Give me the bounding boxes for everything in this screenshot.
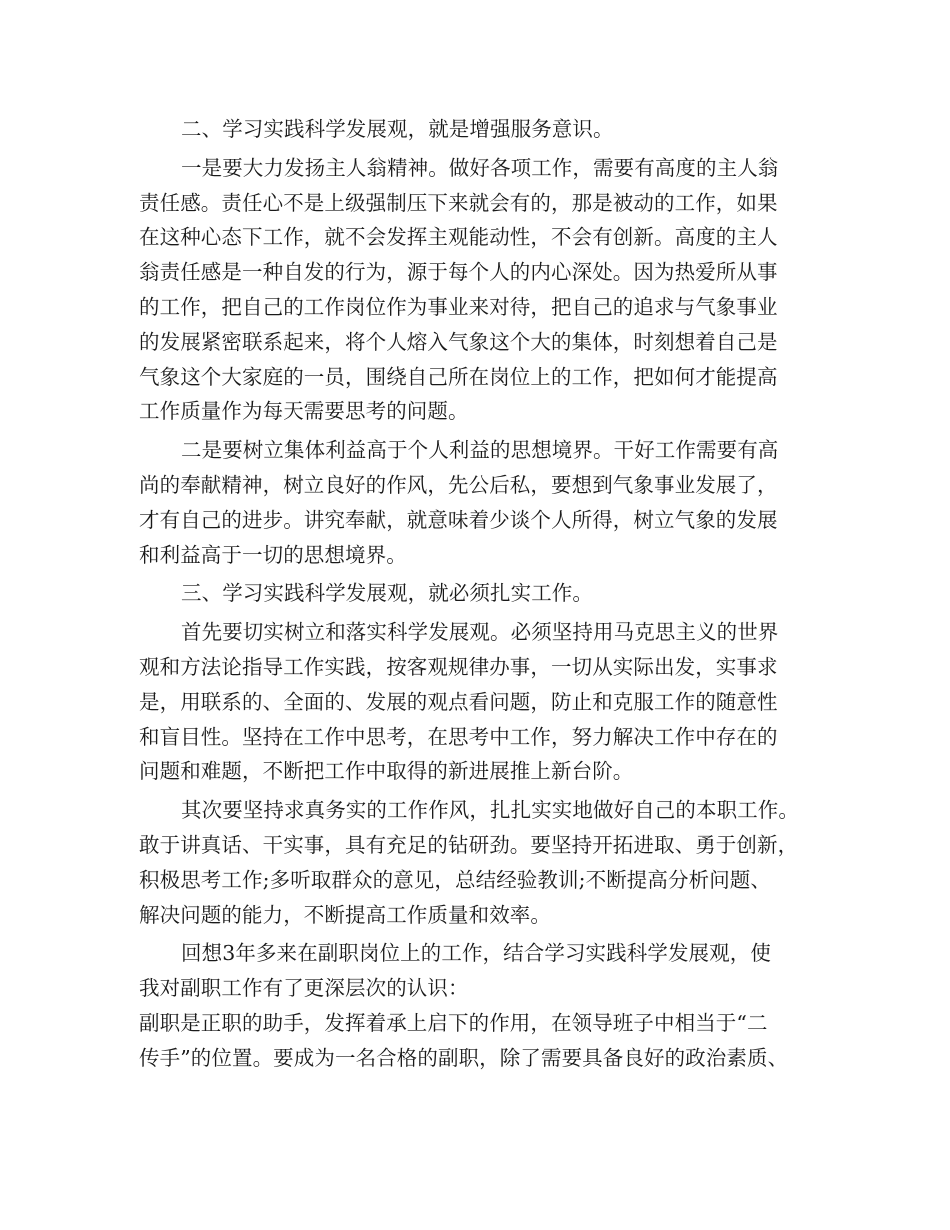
text-line: 三、学习实践科学发展观，就必须扎实工作。	[181, 581, 593, 606]
text-line: 责任感。责任心不是上级强制压下来就会有的，那是被动的工作，如果	[139, 190, 778, 215]
text-line: 二、学习实践科学发展观，就是增强服务意识。	[181, 117, 614, 141]
text-line: 是，用联系的、全面的、发展的观点看问题，防止和克服工作的随意性	[139, 689, 778, 714]
text-line: 二是要树立集体利益高于个人利益的思想境界。干好工作需要有高	[181, 438, 779, 463]
text-line: 才有自己的进步。讲究奉献，就意味着少谈个人所得，树立气象的发展	[139, 507, 778, 532]
text-line: 敢于讲真话、干实事，具有充足的钻研劲。要坚持开拓进取、勇于创新，	[139, 832, 799, 857]
text-line: 的工作，把自己的工作岗位作为事业来对待，把自己的追求与气象事业	[139, 294, 778, 319]
section-heading-3	[139, 576, 829, 611]
text-line: 尚的奉献精神，树立良好的作风，先公后私，要想到气象事业发展了，	[139, 472, 778, 497]
text-line: 和利益高于一切的思想境界。	[139, 542, 407, 567]
text-line: 积极思考工作;多听取群众的意见，总结经验教训;不断提高分析问题、	[139, 867, 772, 892]
text-line: 传手”的位置。要成为一名合格的副职，除了需要具备良好的政治素质、	[139, 1045, 789, 1070]
text-line: 问题和难题，不断把工作中取得的新进展推上新台阶。	[139, 759, 634, 784]
text-line: 气象这个大家庭的一员，围绕自己所在岗位上的工作，把如何才能提高	[139, 364, 778, 389]
text-line: 工作质量作为每天需要思考的问题。	[139, 399, 469, 424]
paragraph	[139, 151, 829, 429]
paragraph	[139, 936, 829, 1006]
text-line: 的发展紧密联系起来，将个人熔入气象这个大的集体，时刻想着自己是	[139, 329, 778, 354]
paragraph	[139, 793, 829, 932]
text-line: 我对副职工作有了更深层次的认识：	[139, 976, 469, 1001]
paragraph	[139, 433, 829, 572]
text-line: 回想3年多来在副职岗位上的工作，结合学习实践科学发展观，使	[181, 941, 771, 966]
text-line: 观和方法论指导工作实践，按客观规律办事，一切从实际出发，实事求	[139, 654, 778, 679]
text-line: 一是要大力发扬主人翁精神。做好各项工作，需要有高度的主人翁	[181, 155, 779, 180]
text-line: 解决问题的能力，不断提高工作质量和效率。	[139, 902, 551, 927]
text-line: 在这种心态下工作，就不会发挥主观能动性，不会有创新。高度的主人	[139, 225, 778, 250]
text-line: 和盲目性。坚持在工作中思考，在思考中工作，努力解决工作中存在的	[139, 724, 778, 749]
paragraph	[139, 1006, 829, 1076]
section-heading-2	[139, 112, 829, 147]
text-line: 副职是正职的助手，发挥着承上启下的作用，在领导班子中相当于“二	[139, 1010, 768, 1035]
text-line: 其次要坚持求真务实的工作作风，扎扎实实地做好自己的本职工作。	[181, 798, 799, 823]
paragraph	[139, 615, 829, 789]
text-line: 翁责任感是一种自发的行为，源于每个人的内心深处。因为热爱所从事	[139, 260, 778, 285]
text-line: 首先要切实树立和落实科学发展观。必须坚持用马克思主义的世界	[181, 620, 779, 645]
document-body	[139, 112, 829, 1076]
